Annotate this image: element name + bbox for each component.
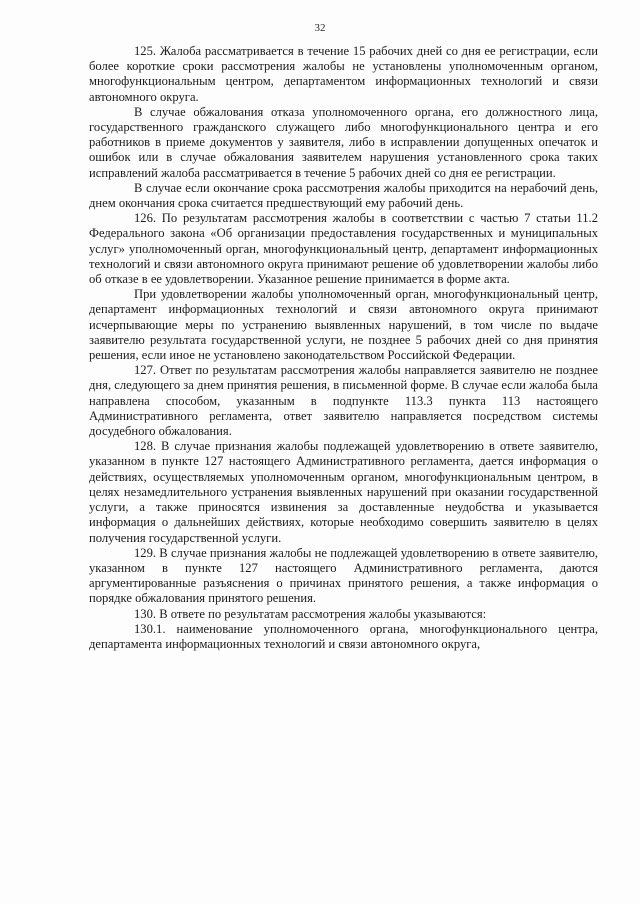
- paragraph-128: 128. В случае признания жалобы подлежащей удовлетворению в ответе заявителю, указанном в пункте 127 настоящего Административного регламента, дается информация о действиях, осуществляемых уполномоченным органом, многофункциональным центром, в целях незамедлительного устранения выявленных нарушений при оказании государственной услуги, а также приносятся извинения за доставленные неудобства и указывается информация о дальнейших действиях, которые необходимо совершить заявителю в целях получения государственной услуги.: [89, 439, 598, 545]
- paragraph-129: 129. В случае признания жалобы не подлежащей удовлетворению в ответе заявителю, указанном в пункте 127 настоящего Административного регламента, даются аргументированные разъяснения о причинах принятого решения, а также информация о порядке обжалования принятого решения.: [89, 545, 598, 606]
- paragraph-125: 125. Жалоба рассматривается в течение 15 рабочих дней со дня ее регистрации, если более короткие сроки рассмотрения жалобы не установлены уполномоченным органом, многофункциональным центром, департаментом информационных технологий и связи автономного округа.: [89, 44, 598, 104]
- paragraph-125-refusal-appeal: В случае обжалования отказа уполномоченного органа, его должностного лица, государственного гражданского служащего либо многофункционального центра и его работников в приеме документов у заявителя, либо в исправлении допущенных опечаток и ошибок или в случае обжалования заявителем нарушения установленного срока таких исправлений жалоба рассматривается в течение 5 рабочих дней со дня ее регистрации.: [89, 104, 598, 180]
- paragraph-127: 127. Ответ по результатам рассмотрения жалобы направляется заявителю не позднее дня, следующего за днем принятия решения, в письменной форме. В случае если жалоба была направлена способом, указанным в подпункте 113.3 пункта 113 настоящего Административного регламента, ответ заявителю направляется посредством системы досудебного обжалования.: [89, 363, 598, 439]
- paragraph-126: 126. По результатам рассмотрения жалобы в соответствии с частью 7 статьи 11.2 Федерального закона «Об организации предоставления государственных и муниципальных услуг» уполномоченный орган, многофункциональный центр, департамент информационных технологий и связи автономного округа принимают решение об удовлетворении жалобы либо об отказе в ее удовлетворении. Указанное решение принимается в форме акта.: [89, 211, 598, 287]
- paragraph-130-1: 130.1. наименование уполномоченного органа, многофункционального центра, департамента информационных технологий и связи автономного округа,: [89, 621, 598, 651]
- paragraph-125-nonworking-day: В случае если окончание срока рассмотрения жалобы приходится на нерабочий день, днем окончания срока считается предшествующий ему рабочий день.: [89, 180, 598, 211]
- page-number: 32: [314, 22, 326, 34]
- document-body: [89, 44, 598, 652]
- paragraph-130: 130. В ответе по результатам рассмотрения жалобы указываются:: [134, 606, 487, 621]
- paragraph-126-satisfaction: При удовлетворении жалобы уполномоченный орган, многофункциональный центр, департамент информационных технологий и связи автономного округа принимают исчерпывающие меры по устранению выявленных нарушений, в том числе по выдаче заявителю результата государственной услуги, не позднее 5 рабочих дней со дня принятия решения, если иное не установлено законодательством Российской Федерации.: [89, 287, 598, 363]
